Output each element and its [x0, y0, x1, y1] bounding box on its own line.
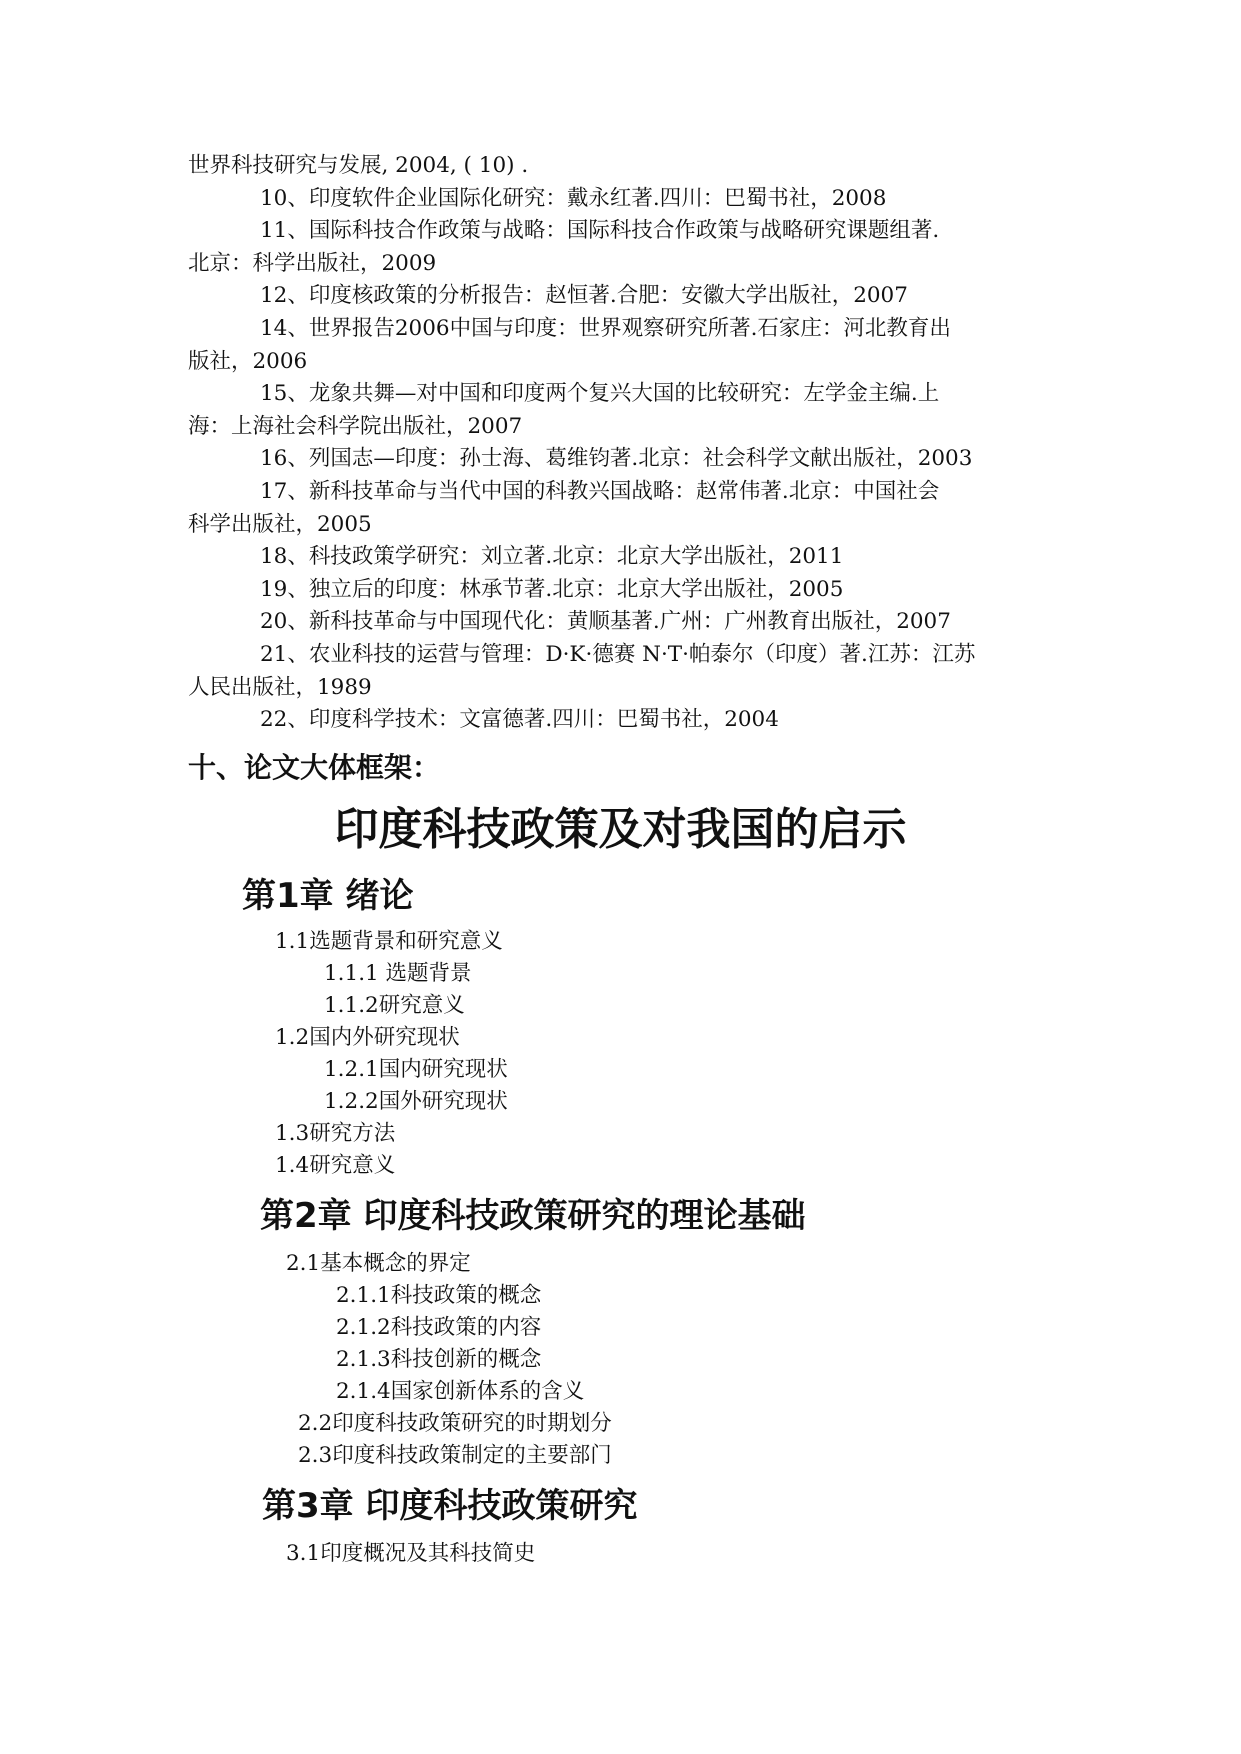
reference-item-14-cont: 版社，2006 — [188, 348, 308, 374]
reference-item-17-cont: 科学出版社，2005 — [188, 511, 372, 537]
reference-item-16: 16、列国志—印度：孙士海、葛维钧著.北京：社会科学文献出版社，2003 — [260, 446, 973, 472]
reference-item-15: 15、龙象共舞—对中国和印度两个复兴大国的比较研究：左学金主编.上 — [260, 381, 940, 407]
toc-1-2-2: 1.2.2国外研究现状 — [324, 1089, 508, 1114]
toc-2-3: 2.3印度科技政策制定的主要部门 — [298, 1443, 612, 1468]
chapter-2-title: 第2章 印度科技政策研究的理论基础 — [260, 1196, 806, 1236]
toc-1-3: 1.3研究方法 — [275, 1121, 396, 1146]
toc-3-1: 3.1印度概况及其科技简史 — [286, 1541, 536, 1566]
toc-1-1-1: 1.1.1 选题背景 — [324, 961, 472, 986]
reference-item-15-cont: 海：上海社会科学院出版社，2007 — [188, 413, 523, 439]
reference-list — [188, 150, 1068, 737]
chapter-1-title: 第1章 绪论 — [242, 876, 414, 916]
reference-item-11-cont: 北京：科学出版社，2009 — [188, 250, 437, 276]
toc-2-1-3: 2.1.3科技创新的概念 — [336, 1347, 542, 1372]
toc-1-1: 1.1选题背景和研究意义 — [275, 929, 503, 954]
toc-2-1: 2.1基本概念的界定 — [286, 1251, 471, 1276]
reference-item-21: 21、农业科技的运营与管理：D·K·德赛 N·T·帕泰尔（印度）著.江苏：江苏 — [260, 641, 976, 667]
toc-1-2: 1.2国内外研究现状 — [275, 1025, 460, 1050]
reference-continuation: 世界科技研究与发展, 2004, ( 10) . — [188, 153, 529, 178]
reference-item-20: 20、新科技革命与中国现代化：黄顺基著.广州：广州教育出版社，2007 — [260, 609, 951, 635]
reference-item-17: 17、新科技革命与当代中国的科教兴国战略：赵常伟著.北京：中国社会 — [260, 478, 940, 504]
reference-item-14: 14、世界报告2006中国与印度：世界观察研究所著.石家庄：河北教育出 — [260, 315, 951, 341]
reference-item-22: 22、印度科学技术：文富德著.四川：巴蜀书社，2004 — [260, 707, 779, 733]
toc-1-2-1: 1.2.1国内研究现状 — [324, 1057, 508, 1082]
toc-2-1-1: 2.1.1科技政策的概念 — [336, 1283, 542, 1308]
toc-1-1-2: 1.1.2研究意义 — [324, 993, 465, 1018]
reference-item-21-cont: 人民出版社，1989 — [188, 674, 372, 700]
toc-2-2: 2.2印度科技政策研究的时期划分 — [298, 1411, 612, 1436]
thesis-title: 印度科技政策及对我国的启示 — [334, 804, 907, 855]
reference-item-11: 11、国际科技合作政策与战略：国际科技合作政策与战略研究课题组著. — [260, 218, 940, 244]
toc-1-4: 1.4研究意义 — [275, 1153, 396, 1178]
toc-2-1-2: 2.1.2科技政策的内容 — [336, 1315, 542, 1340]
reference-item-12: 12、印度核政策的分析报告：赵恒著.合肥：安徽大学出版社，2007 — [260, 283, 908, 309]
toc-2-1-4: 2.1.4国家创新体系的含义 — [336, 1379, 585, 1404]
chapter-3-title: 第3章 印度科技政策研究 — [262, 1486, 638, 1526]
reference-item-10: 10、印度软件企业国际化研究：戴永红著.四川：巴蜀书社，2008 — [260, 185, 887, 211]
reference-item-18: 18、科技政策学研究：刘立著.北京：北京大学出版社，2011 — [260, 544, 844, 570]
section-heading: 十、论文大体框架： — [188, 751, 441, 784]
reference-item-19: 19、独立后的印度：林承节著.北京：北京大学出版社，2005 — [260, 576, 844, 602]
